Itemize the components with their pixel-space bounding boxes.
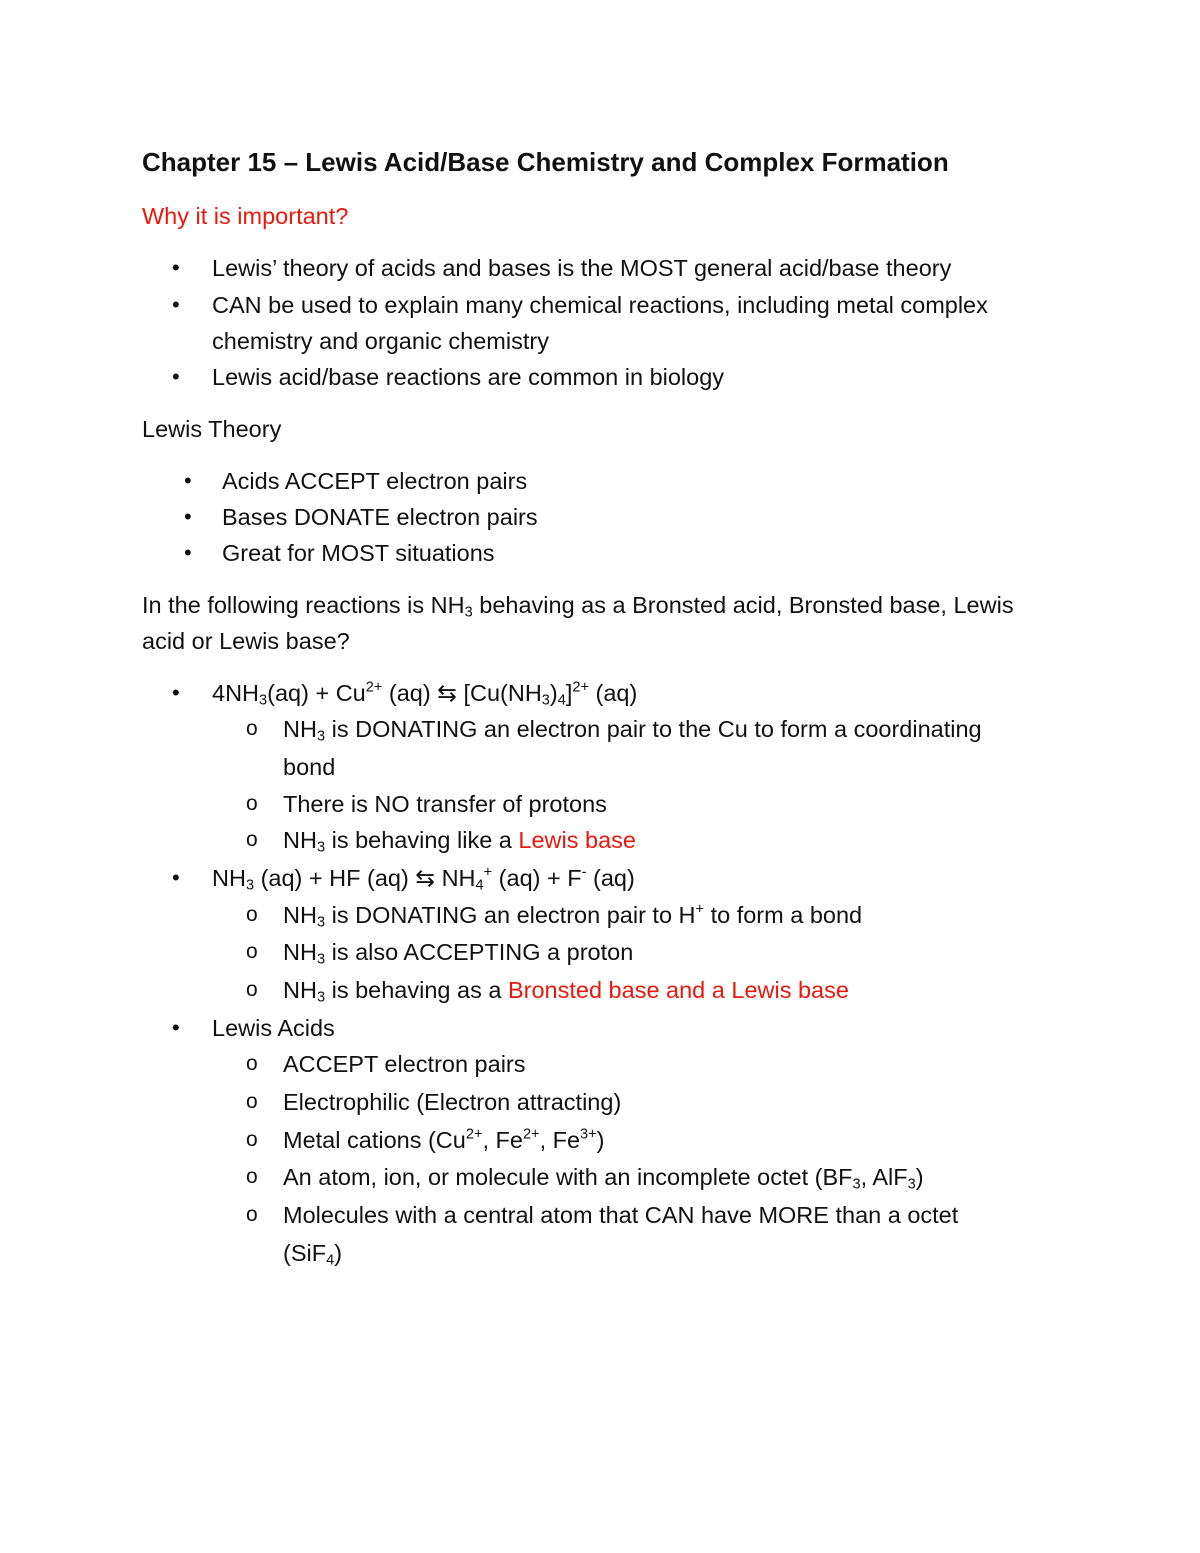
equilibrium-arrow-icon: ⇆ — [415, 865, 436, 891]
list-item: $NH_3$ is DONATING an electron pair to the Cu to form a coordinating — [283, 716, 982, 745]
list-item: Acids ACCEPT electron pairs — [222, 468, 528, 494]
list-item: ACCEPT electron pairs — [283, 1051, 526, 1077]
reaction-equation: $NH_3$ (aq) + HF (aq) ⇆ $NH_4^+$ (aq) + F- (aq) — [212, 864, 635, 894]
sub-bullet-icon: o — [246, 1203, 258, 1226]
bullet-icon: • — [172, 680, 180, 705]
list-item: An atom, ion, or molecule with an incomplete octet ($BF_3$, AlF$_3$) — [283, 1164, 924, 1193]
sub-bullet-icon: o — [246, 1090, 258, 1113]
list-item-continuation: chemistry and organic chemistry — [212, 328, 549, 354]
list-item: Lewis Acids — [212, 1015, 335, 1041]
list-item-continuation: bond — [283, 754, 336, 780]
sub-bullet-icon: o — [246, 978, 258, 1001]
sub-bullet-icon: o — [246, 903, 258, 926]
bullet-icon: • — [184, 504, 192, 529]
sub-bullet-icon: o — [246, 940, 258, 963]
list-item: Bases DONATE electron pairs — [222, 504, 538, 530]
sub-bullet-icon: o — [246, 1128, 258, 1151]
bullet-icon: • — [172, 255, 180, 280]
question-text: In the following reactions is $NH_3$ behaving as a Bronsted acid, Bronsted base, Lewis — [142, 592, 1014, 621]
sub-bullet-icon: o — [246, 1052, 258, 1075]
bullet-icon: • — [184, 540, 192, 565]
list-item: $NH_3$ is behaving like a Lewis base — [283, 827, 636, 856]
question-text-continuation: acid or Lewis base? — [142, 628, 350, 654]
list-item-continuation: (SiF$_4$) — [283, 1240, 343, 1269]
equilibrium-arrow-icon: ⇆ — [437, 680, 457, 706]
sub-bullet-icon: o — [246, 1165, 258, 1188]
sub-bullet-icon: o — [246, 717, 258, 740]
list-item: $NH_3$ is also ACCEPTING a proton — [283, 939, 634, 968]
sub-bullet-icon: o — [246, 792, 258, 815]
list-item: Molecules with a central atom that CAN have MORE than a octet — [283, 1202, 959, 1228]
list-item: There is NO transfer of protons — [283, 791, 607, 817]
sub-bullet-icon: o — [246, 828, 258, 851]
section-heading-importance: Why it is important? — [142, 203, 349, 229]
list-item: Lewis’ theory of acids and bases is the MOST general acid/base theory — [212, 255, 952, 281]
list-item: Lewis acid/base reactions are common in biology — [212, 364, 725, 390]
reaction-equation: $4NH_3(aq) + Cu^{2+}$ (aq) ⇆ $[Cu(NH_3)_4]^{2+}$ (aq) — [212, 679, 638, 709]
list-item: Metal cations ($Cu^{2+}$, $Fe^{2+}$, $Fe^{3+}$) — [283, 1126, 605, 1153]
list-item: $NH_3$ is DONATING an electron pair to H+ to form a bond — [283, 901, 863, 931]
list-item: Electrophilic (Electron attracting) — [283, 1089, 622, 1115]
bullet-icon: • — [172, 865, 180, 890]
bullet-icon: • — [172, 364, 180, 389]
list-item: $NH_3$ is behaving as a Bronsted base and a Lewis base — [283, 977, 849, 1006]
bullet-icon: • — [172, 1015, 180, 1040]
bullet-icon: • — [184, 468, 192, 493]
bullet-icon: • — [172, 292, 180, 317]
list-item: Great for MOST situations — [222, 540, 495, 566]
page-title: Chapter 15 – Lewis Acid/Base Chemistry and Complex Formation — [142, 147, 949, 177]
list-item: CAN be used to explain many chemical reactions, including metal complex — [212, 292, 988, 318]
section-heading-lewis-theory: Lewis Theory — [142, 416, 282, 442]
